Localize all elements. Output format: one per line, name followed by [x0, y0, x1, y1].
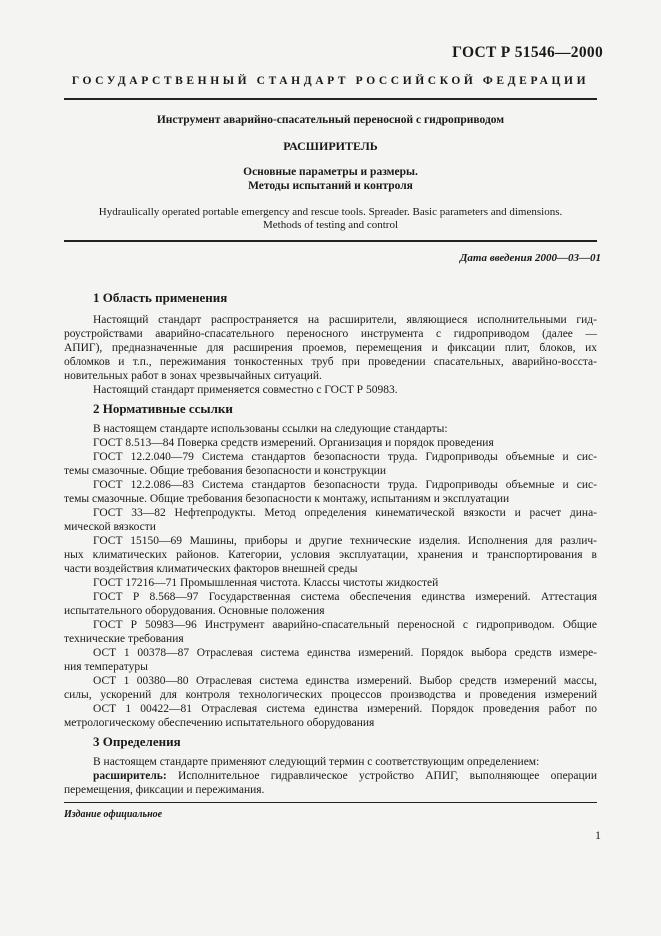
section-2-line: мической вязкости — [64, 521, 156, 533]
section-2-line: испытательного оборудования. Основные положения — [64, 605, 325, 617]
section-2-line: темы смазочные. Общие требования безопасности к монтажу, испытаниям и эксплуатации — [64, 493, 510, 505]
section-2-line: ГОСТ 15150—69 Машины, приборы и другие технические изделия. Исполнения для различ- — [93, 535, 597, 547]
section-2-line: технические требования — [64, 633, 184, 645]
section-2-line: В настоящем стандарте использованы ссылки на следующие стандарты: — [93, 423, 448, 435]
section-2-line: ГОСТ Р 8.568—97 Государственная система обеспечения единства измерений. Аттестация — [93, 591, 597, 603]
section-2-line: ГОСТ 12.2.040—79 Система стандартов безопасности труда. Гидроприводы объемные и сис- — [93, 451, 597, 463]
section-2-line: ГОСТ 8.513—84 Поверка средств измерений. Организация и порядок проведения — [93, 437, 494, 449]
section-1-line: АПИГ), предназначенные для расширения проемов, перемещения и фиксации плит, блоков, их — [64, 342, 597, 354]
section-2-line: ГОСТ 17216—71 Промышленная чистота. Классы чистоты жидкостей — [93, 577, 439, 589]
organization-line: ГОСУДАРСТВЕННЫЙ СТАНДАРТ РОССИЙСКОЙ ФЕДЕРАЦИИ — [71, 75, 590, 87]
section-3-line: перемещения, фиксации и пережимания. — [64, 784, 265, 796]
page-number: 1 — [595, 828, 601, 842]
section-3-heading: 3 Определения — [93, 734, 181, 749]
section-2-line: ГОСТ 12.2.086—83 Система стандартов безопасности труда. Гидроприводы объемные и сис- — [93, 479, 597, 491]
section-2-line: ОСТ 1 00380—80 Отраслевая система единства измерений. Выбор средств измерений массы, — [93, 675, 597, 687]
section-1-line: роустройствами аварийно-спасательного переносного инструмента с гидроприводом (далее — — [64, 328, 597, 340]
header-divider — [64, 98, 597, 100]
title-divider — [64, 240, 597, 242]
section-2-line: ОСТ 1 00422—81 Отраслевая система единства измерений. Порядок проведения работ по — [93, 703, 597, 715]
title-line-4: Методы испытаний и контроля — [248, 180, 413, 192]
section-2-line: ных климатических районов. Категории, условия эксплуатации, хранения и транспортирования в — [64, 549, 597, 561]
section-2-line: ГОСТ 33—82 Нефтепродукты. Метод определения кинематической вязкости и расчет дина- — [93, 507, 597, 519]
section-2-line: ния температуры — [64, 661, 148, 673]
section-1-line: новительных работ в зонах чрезвычайных ситуаций. — [64, 370, 322, 382]
title-line-1: Инструмент аварийно-спасательный переносной с гидроприводом — [156, 114, 505, 126]
section-3-line: В настоящем стандарте применяют следующий термин с соответствующим определением: — [93, 756, 540, 768]
section-1-line: Настоящий стандарт применяется совместно с ГОСТ Р 50983. — [93, 384, 398, 396]
section-3-definition — [64, 769, 597, 783]
section-1-line: Настоящий стандарт распространяется на расширители, являющиеся исполнительными гид- — [93, 314, 597, 326]
official-edition-label: Издание официальное — [64, 809, 163, 820]
english-title-line-2: Methods of testing and control — [262, 219, 399, 231]
section-2-line: ГОСТ Р 50983—96 Инструмент аварийно-спасательный переносной с гидроприводом. Общие — [93, 619, 597, 631]
section-2-line: темы смазочные. Общие требования безопасности и конструкции — [64, 465, 386, 477]
section-2-line: метрологическому обеспечению испытательного оборудования — [64, 717, 375, 729]
introduction-date: Дата введения 2000—03—01 — [459, 252, 601, 264]
document-number: ГОСТ Р 51546—2000 — [452, 44, 603, 61]
section-1-heading: 1 Область применения — [93, 290, 228, 305]
section-2-line: ОСТ 1 00378—87 Отраслевая система единства измерений. Порядок выбора средств измере- — [93, 647, 597, 659]
title-main: РАСШИРИТЕЛЬ — [283, 139, 378, 153]
definition-text: Исполнительное гидравлическое устройство АПИГ, выполняющее операции — [166, 770, 597, 782]
section-2-heading: 2 Нормативные ссылки — [93, 401, 233, 416]
footer-divider — [64, 802, 597, 803]
defined-term: расширитель: — [93, 770, 167, 782]
english-title-line-1: Hydraulically operated portable emergency and rescue tools. Spreader. Basic parameters and dimensions. — [98, 206, 563, 218]
section-1-line: обломков и т.п., пережимания тонкостенных труб при проведении спасательных, аварийно-восста- — [64, 356, 597, 368]
section-2-line: части воздействия климатических факторов внешней среды — [64, 563, 358, 575]
section-2-line: силы, ускорений для контроля технологических процессов производства и проведения измерений — [64, 689, 597, 701]
title-line-3: Основные параметры и размеры. — [243, 166, 418, 178]
